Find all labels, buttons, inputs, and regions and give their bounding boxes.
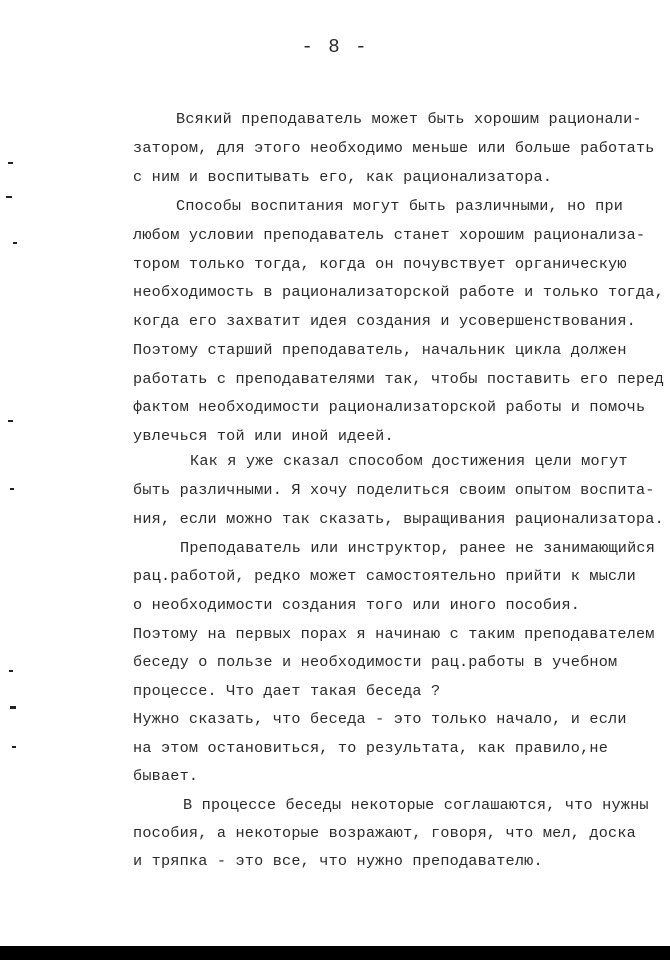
- margin-mark: [12, 746, 16, 748]
- page-number: - 8 -: [301, 36, 369, 58]
- text-line: Поэтому на первых порах я начинаю с таким преподавателем: [133, 625, 655, 643]
- margin-mark: [8, 420, 13, 422]
- text-line: бывает.: [133, 767, 199, 785]
- text-line: Как я уже сказал способом достижения цели могут: [190, 452, 628, 470]
- text-line: фактом необходимости рационализаторской работы и помочь: [133, 398, 646, 416]
- text-line: В процессе беседы некоторые соглашаются, что нужны: [183, 796, 649, 814]
- margin-mark: [6, 196, 12, 198]
- margin-mark: [10, 706, 16, 709]
- text-line: процессе. Что дает такая беседа ?: [133, 682, 441, 700]
- margin-mark: [13, 242, 17, 244]
- text-line: Преподаватель или инструктор, ранее не занимающийся: [180, 539, 656, 557]
- margin-mark: [9, 670, 13, 672]
- text-line: о необходимости создания того или иного пособия.: [133, 596, 581, 614]
- text-line: Способы воспитания могут быть различными, но при: [176, 197, 624, 215]
- text-line: необходимость в рационализаторской работе и только тогда,: [133, 283, 664, 301]
- text-line: быть различными. Я хочу поделиться своим опытом воспита-: [133, 481, 655, 499]
- text-line: ния, если можно так сказать, выращивания рационализатора.: [133, 510, 664, 528]
- scan-edge-bar: [0, 946, 670, 960]
- text-line: рац.работой, редко может самостоятельно прийти к мысли: [133, 567, 636, 585]
- text-line: когда его захватит идея создания и усовершенствования.: [133, 312, 636, 330]
- text-line: Всякий преподаватель может быть хорошим рационали-: [176, 110, 642, 128]
- text-line: Поэтому старший преподаватель, начальник цикла должен: [133, 341, 627, 359]
- text-line: любом условии преподаватель станет хорошим рационализа-: [133, 226, 646, 244]
- text-line: с ним и воспитывать его, как рационализатора.: [133, 168, 553, 186]
- text-line: Нужно сказать, что беседа - это только начало, и если: [133, 710, 627, 728]
- text-line: пособия, а некоторые возражают, говоря, что мел, доска: [133, 824, 636, 842]
- text-line: тором только тогда, когда он почувствует органическую: [133, 255, 627, 273]
- text-line: на этом остановиться, то результата, как правило,не: [133, 739, 609, 757]
- text-line: увлечься той или иной идеей.: [133, 427, 394, 445]
- margin-mark: [10, 488, 14, 490]
- text-line: работать с преподавателями так, чтобы поставить его перед: [133, 370, 664, 388]
- text-line: и тряпка - это все, что нужно преподавателю.: [133, 852, 543, 870]
- text-line: беседу о пользе и необходимости рац.работы в учебном: [133, 653, 618, 671]
- margin-mark: [8, 162, 13, 164]
- text-line: затором, для этого необходимо меньше или больше работать: [133, 139, 655, 157]
